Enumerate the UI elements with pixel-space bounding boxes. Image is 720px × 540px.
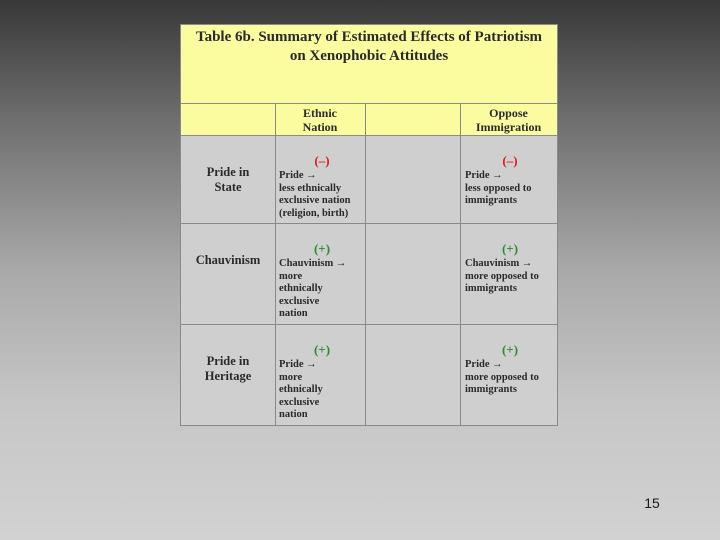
effect-description: Pride → more opposed to immigrants [465, 359, 539, 395]
table-cell [465, 153, 555, 208]
row-divider [181, 324, 557, 325]
column-header-oppose-immigration: Oppose Immigration [475, 106, 542, 134]
column-divider [365, 103, 366, 425]
effect-sign: (–) [502, 153, 518, 168]
column-header-ethnic-nation: Ethnic Nation [302, 106, 338, 134]
effect-description: Pride → less ethnically exclusive nation (religion, birth) [279, 170, 351, 219]
effect-sign: (+) [313, 342, 331, 357]
table-cell [465, 241, 555, 296]
row-header-pride-in-heritage: Pride in Heritage [204, 354, 252, 383]
effect-description: Chauvinism → more ethnically exclusive nation [279, 258, 347, 319]
effect-sign: (+) [313, 241, 331, 256]
effect-description: Pride → less opposed to immigrants [465, 170, 532, 206]
table-title-line-1: Table 6b. Summary of Estimated Effects of Patriotism [195, 29, 543, 45]
slide-page-number: 15 [644, 495, 660, 511]
column-divider [275, 103, 276, 425]
row-header-pride-in-state: Pride in State [206, 165, 250, 194]
column-divider [460, 103, 461, 425]
column-header-row [181, 103, 557, 136]
table-title-line-2: on Xenophobic Attitudes [289, 48, 449, 64]
row-header-chauvinism: Chauvinism [195, 253, 261, 267]
table-title [181, 25, 557, 103]
table-cell [279, 153, 365, 220]
row-divider [181, 223, 557, 224]
effect-sign: (+) [501, 241, 519, 256]
table-cell [279, 342, 365, 422]
table-cell [465, 342, 555, 397]
effect-sign: (–) [314, 153, 330, 168]
table-cell [279, 241, 365, 321]
effect-description: Chauvinism → more opposed to immigrants [465, 258, 539, 294]
effect-description: Pride → more ethnically exclusive nation [279, 359, 323, 420]
summary-table [180, 24, 558, 426]
effect-sign: (+) [501, 342, 519, 357]
